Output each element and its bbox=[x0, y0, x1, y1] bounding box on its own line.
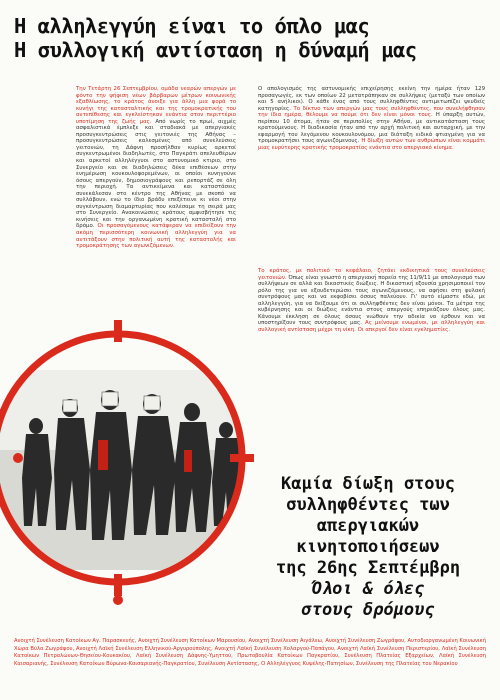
right-column-2-text bbox=[258, 268, 485, 333]
headline bbox=[14, 14, 486, 62]
slogan-line-6: Όλοι & όλες bbox=[311, 579, 425, 599]
left-column-text bbox=[76, 86, 236, 250]
right-column-text bbox=[258, 86, 485, 151]
slogan-line-2: συλληφθέντες των bbox=[286, 495, 450, 515]
right2-body: Όπως είναι γνωστό η απεργιακή πορεία της 11/9/11 με απολογισμό των συλλήψεων σε αλλά και δικαστικές διώξεις. Η δικαστική εξουσία χρησιμοποιεί τον ρόλο της για να εξουδετερώσει τους αγωνιζόμενους, να αφήσει στη φυλακή συντρόφους μας και να εκφοβίσει όσους παλεύουν. Γι' αυτό είμαστε εδώ, με αλληλεγγύη, για να δείξουμε ότι οι συλληφθέντες δεν είναι μόνοι. Τα μέτρα της κυβέρνησης και οι διώξεις ενάντια στους απεργούς επηρεάζουν όλους μας. Κάνουμε έκκληση σε όλους όσους νιώθουν την αδικία να έρθουν και να υποστηρίξουν τους συντρόφους μας. bbox=[258, 274, 485, 327]
headline-line-1: Η αλληλεγγύη είναι το όπλο μας bbox=[14, 14, 370, 38]
slogan-line-7: στους δρόμους bbox=[301, 600, 435, 620]
slogan-line-1: Καμία δίωξη στους bbox=[281, 474, 455, 494]
right2-end-red: Ας μείνουμε ενωμένοι, με αλληλεγγύη και συλλογική αντίσταση μέχρι τη νίκη. Οι απεργοί δεν είναι εγκληματίες. bbox=[258, 320, 485, 333]
right-body: Ο απολογισμός της αστυνομικής επιχείρησης εκείνη την ημέρα ήταν 129 προσαγωγές, εκ των οποίων 22 μετατράπηκαν σε συλλήψεις (μεταξύ των οποίων και 5 ανήλικοι). Ο κάθε ένας από τους συλληφθέντες αντιμετωπίζει ψευδείς κατηγορίες. bbox=[258, 86, 485, 112]
headline-line-2: Η συλλογική αντίσταση η δύναμή μας bbox=[14, 38, 417, 62]
right-mid-red: Το δίκτυο των απεργών μας τους συλληφθέντες, που συνελήφθησαν την ίδια ημέρα, θέλουμε να πούμε ότι δεν είναι μόνοι τους. bbox=[258, 105, 485, 119]
protest-photo-illustration bbox=[0, 300, 270, 660]
left-intro-red: Την Τετάρτη 26 Σεπτεμβρίου, ομάδα νεαρών απεργών με φόντο την ψήφιση νέων βάρβαρων μέτρων κοινωνικής εξαθλίωσης, το κράτος άνοιξε για άλλη μια φορά το κυνήγι της κατασταλτικής και της τρομοκρατικής του αντεπίθεσης και εγκλείστηκαν ενάντια στον περιττέριο υποτίμηση της ζωής μας. bbox=[76, 86, 236, 125]
signers-list: Ανοιχτή Συνέλευση Κατοίκων Αγ. Παρασκευής, Ανοιχτή Συνέλευση Κατοίκων Μαρουσίου, Ανοιχτή Συνέλευση Αιγάλεω, Ανοιχτή Συνέλευση Ζωγράφου, Αυτοδιοργανωμένη Κοινωνική Χώρα Βύλα Ζωγράφου, Ανοιχτή Λαϊκή Συνέλευση Ελληνικού-Αργυρούπολης, Ανοιχτή Λαϊκή Συνέλευση Χολαργού-Παπάγου, Ανοιχτή Λαϊκή Συνέλευση Περιστερίου, Λαϊκή Συνέλευση Κατοίκων Πετραλώνων-Θησείου-Κουκακίου, Λαϊκή Συνέλευση Δάφνης-Υμηττού, Πρωτοβουλία Κατοίκων Παγκρατίου, Συνέλευση Πλατείας Εξαρχείων, Λαϊκή Συνέλευση Καισαριανής, Συνέλευση Κατοίκων Βύρωνα-Καισαριανής-Παγκρατίου, Συνέλευση Αντίστασης, Ο Αλληλέγγυος Κυψέλης-Πατησίων, Συνέλευση της Πλατείας του Νερακίου bbox=[14, 638, 486, 667]
right2-intro-red: Το κράτος, με πολιτικό το κεφάλαιο, ζητάει εκδικητικά τους συνελεύσεις γειτονιών. bbox=[258, 268, 485, 281]
protest-photo-circle bbox=[0, 300, 270, 660]
left-outro-red: Οι προσαγόμενους κατάφεραν να επιδείξουν την ακόμη περισσότερη κοινωνική αλληλεγγύη για να αντιτάξουν στην πολιτική αυτή της καταστολής και τρομοκράτησης των αγωνιζόμενων. bbox=[76, 223, 236, 250]
slogan bbox=[248, 474, 488, 621]
left-body: Από νωρίς το πρωί, αιχμές ασφαλιστικά έμπλεξε και σταδιακά με απεργιακές προσυγκεντρώσεις στις γειτονιές της Αθήνας – προσυγκεντρώσεις καλεσμένες από συνελεύσεις γειτονιών, τη Δάφνη προσήλθαν κυρίως αρκετοί συγκεντρωμένοι διαδηλωτές, στο Παγκράτι απελευθέρων και αρκετοί αλληλέγγυοι στο αστυνομικό κτιριο, στο Συνεργείο και σε διαδηλώσεις δέκα επιθέσεων στην ενημέρωση κουκουλοφορεμένων, οι οποίοι κυνηγούνε όσους απεργούν, δημοσιογράφους και ρεπορτάζ σε όλη την περιοχή. Τα αντικείμενα και καταστάσεις συνεκάλεσαν στο κέντρο της Αθήνας με σκοπό να συλλάβουν, ενώ το ίδιο βράδυ επεξέτεινε κι νέοι στην συγκέντρωση διαμαρτυρίας που καλέσαμε τη σειρά μας στο Συνεργείο. Ανακοινώσεις κράτους αμφισβήτησε τις κινήσεις και την οργανωμένη κρατική κατασταλή στο δρόμο. bbox=[76, 118, 236, 230]
slogan-line-3: απεργιακών bbox=[316, 516, 420, 536]
right-end-red: Η δίωξη αυτών των ανθρώπων είναι κομμάτι μιας ευρύτερης κρατικής τρομοκρατίας ενάντια στο απεργιακό κίνημα. bbox=[258, 138, 485, 151]
right-body-2: Η ύπαρξη αυτών, περίπου 10 άτομα, ήταν σε περιπολίες στην Αθήνα, με αντικατάσταση τους κρατούμενους. Η διαδικασία ήταν από την αρχή πολιτική και αυταρχική, με την εφαρμογή του λεγόμενου κουκουλονόμου, μια διάταξη ειδικά φτιαγμένη για να τρομοκρατήσει τους αγωνιζόμενους. bbox=[258, 112, 485, 145]
slogan-line-4: κινητοποιήσεων bbox=[296, 537, 440, 557]
slogan-line-5: της 26ης Σεπτέμβρη bbox=[275, 558, 461, 578]
